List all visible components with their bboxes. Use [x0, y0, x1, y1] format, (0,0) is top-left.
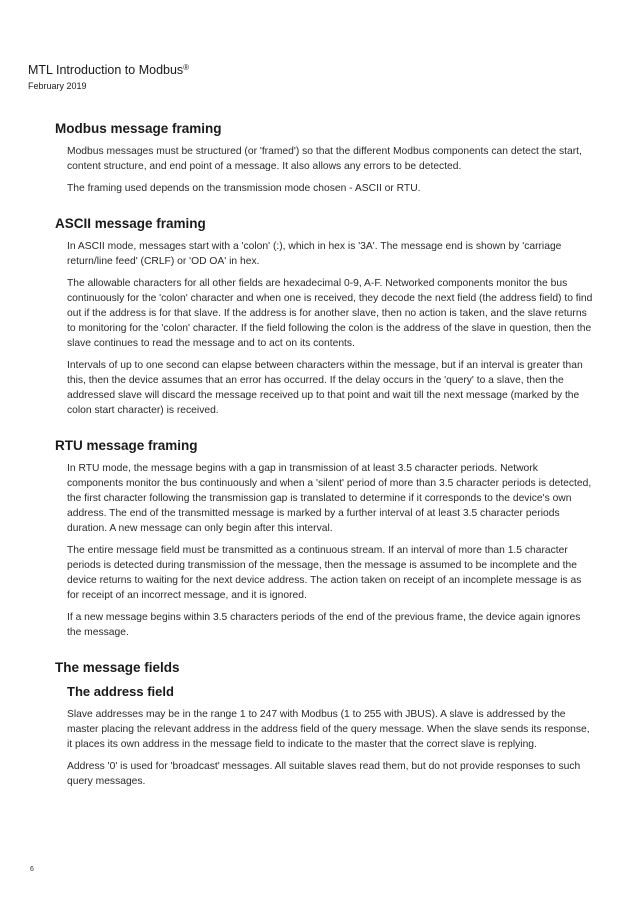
page-number: 6 [30, 866, 34, 873]
document-title [28, 62, 189, 78]
section-heading: Modbus message framing [55, 121, 222, 136]
paragraph: Modbus messages must be structured (or 'framed') so that the different Modbus components can detect the start, content structure, and end point of a message. It also allows any errors to be detected. [67, 146, 582, 172]
paragraph: Slave addresses may be in the range 1 to 247 with Modbus (1 to 255 with JBUS). A slave is addressed by the master placing the relevant address in the address field of the query message. When the slave sends its response, it places its own address in the message field to indicate to the master that the correct slave is replying. [67, 709, 590, 750]
paragraph: In ASCII mode, messages start with a 'colon' (:), which in hex is '3A'. The message end is shown by 'carriage return/line feed' (CRLF) or 'OD OA' in hex. [67, 241, 562, 267]
section-ascii-message-framing [55, 215, 595, 418]
section-heading: RTU message framing [55, 438, 198, 453]
page-header [28, 62, 189, 92]
paragraph: The entire message field must be transmitted as a continuous stream. If an interval of more than 1.5 character periods is detected during transmission of the message, then the message is assumed to be incomplete and the device returns to waiting for the next device address. The action taken on receipt of an incomplete message is as for receipt of an incorrect message, and it is ignored. [67, 545, 582, 601]
paragraph: The allowable characters for all other fields are hexadecimal 0-9, A-F. Networked components monitor the bus continuously for the 'colon' character and when one is received, they decode the next field (the address field) to find out if the address is for that slave. If the address is for another slave, then no action is taken, and the slave returns to monitoring for the 'colon' character. If the field following the colon is the address of the slave in question, then the slave continues to read the message and to act on its contents. [67, 278, 593, 349]
paragraph: In RTU mode, the message begins with a gap in transmission of at least 3.5 character periods. Network components monitor the bus continuously and when a 'silent' period of more than 3.5 character periods is detected, the first character following the transmission gap is translated to determine if it corresponds to the device's own address. The end of the transmitted message is marked by a further interval of at least 3.5 character periods duration. A new message can only begin after this interval. [67, 463, 592, 534]
subsection-heading: The address field [67, 684, 174, 699]
section-rtu-message-framing [55, 437, 595, 640]
paragraph: Intervals of up to one second can elapse between characters within the message, but if an interval is greater than this, then the device assumes that an error has occurred. If the delay occurs in the 'query' to a slave, then the addressed slave will discard the message received up to that point and wait till the next message (marked by the colon start character) is received. [67, 360, 583, 416]
section-heading: ASCII message framing [55, 216, 206, 231]
document-date: February 2019 [28, 81, 87, 91]
paragraph: The framing used depends on the transmission mode chosen - ASCII or RTU. [67, 183, 421, 194]
section-heading: The message fields [55, 660, 180, 675]
registered-mark: ® [183, 63, 190, 72]
page-content [55, 120, 595, 808]
paragraph: If a new message begins within 3.5 characters periods of the end of the previous frame, the device again ignores the message. [67, 612, 581, 638]
section-message-fields [55, 659, 595, 789]
document-title-text: MTL Introduction to Modbus [28, 63, 184, 77]
paragraph: Address '0' is used for 'broadcast' messages. All suitable slaves read them, but do not provide responses to such query messages. [67, 761, 581, 787]
section-modbus-message-framing [55, 120, 595, 196]
